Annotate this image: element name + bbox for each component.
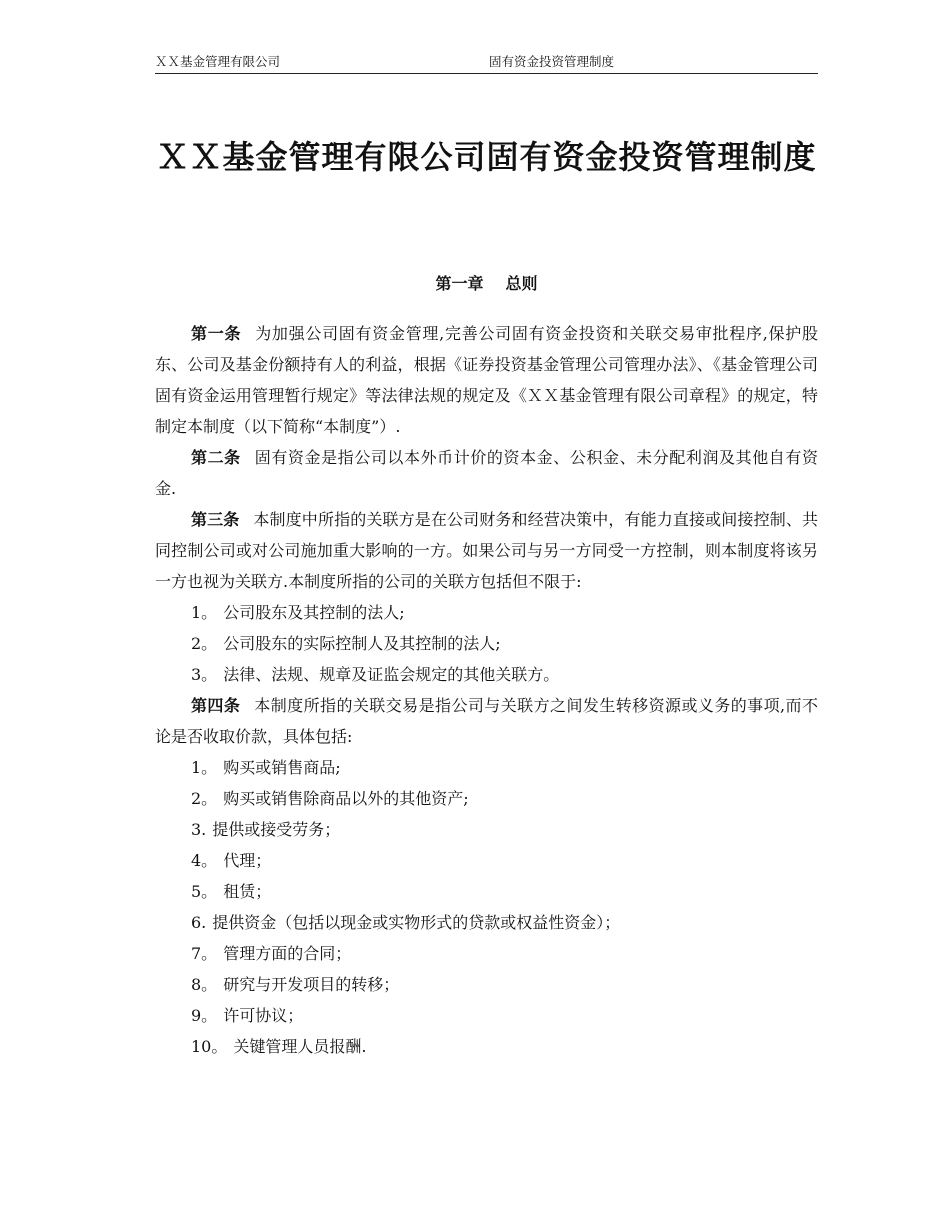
chapter-heading	[155, 272, 818, 296]
list-item-text: 租赁；	[223, 882, 272, 901]
list-item-text: 关键管理人员报酬.	[233, 1037, 367, 1056]
list-item-number: 6.	[191, 913, 207, 932]
list-item-number: 9。	[191, 1006, 218, 1025]
article-label: 第三条	[191, 510, 240, 529]
list-item-text: 购买或销售除商品以外的其他资产;	[223, 789, 469, 808]
article-label: 第二条	[191, 448, 241, 467]
list-item-number: 8。	[191, 975, 218, 994]
list-item	[155, 659, 818, 690]
list-item	[155, 814, 818, 845]
page-header	[155, 55, 818, 74]
list-item	[155, 597, 818, 628]
list-item	[155, 969, 818, 1000]
list-item-number: 2。	[191, 789, 218, 808]
header-document-name: 固有资金投资管理制度	[489, 54, 615, 69]
article-text: 为加强公司固有资金管理,完善公司固有资金投资和关联交易审批程序,保护股东、公司及基金份额持有人的利益，根据《证券投资基金管理公司管理办法》、《基金管理公司固有资金运用管理暂行规定》等法律法规的规定及《ＸＸ基金管理有限公司章程》的规定，特制定本制度（以下简称“本制度”）.	[155, 324, 818, 436]
list-item-number: 1。	[191, 603, 218, 622]
list-item-number: 10。	[191, 1037, 228, 1056]
list-item	[155, 628, 818, 659]
list-item-number: 1。	[191, 758, 218, 777]
list-item	[155, 752, 818, 783]
list-item-text: 公司股东及其控制的法人;	[223, 603, 405, 622]
list-item-text: 代理；	[223, 851, 272, 870]
list-item	[155, 1000, 818, 1031]
list-item	[155, 938, 818, 969]
document-title: ＸＸ基金管理有限公司固有资金投资管理制度	[156, 138, 817, 176]
list-item-number: 7。	[191, 944, 218, 963]
article-4	[155, 690, 818, 752]
list-item-number: 2。	[191, 634, 218, 653]
article-3	[155, 504, 818, 597]
list-item-number: 5。	[191, 882, 218, 901]
list-item-text: 研究与开发项目的转移；	[223, 975, 400, 994]
list-item	[155, 845, 818, 876]
article-1	[155, 318, 818, 442]
list-item-number: 4。	[191, 851, 218, 870]
article-text: 本制度所指的关联交易是指公司与关联方之间发生转移资源或义务的事项,而不论是否收取价款，具体包括:	[155, 696, 818, 746]
list-item-text: 提供资金（包括以现金或实物形式的贷款或权益性资金）；	[212, 913, 621, 932]
chapter-number: 第一章	[435, 274, 484, 293]
list-item-text: 购买或销售商品;	[223, 758, 341, 777]
article-2	[155, 442, 818, 504]
list-item-text: 法律、法规、规章及证监会规定的其他关联方。	[223, 665, 560, 684]
list-item	[155, 783, 818, 814]
article-text: 本制度中所指的关联方是在公司财务和经营决策中，有能力直接或间接控制、共同控制公司或对公司施加重大影响的一方。如果公司与另一方同受一方控制，则本制度将该另一方也视为关联方.本制度所指的公司的关联方包括但不限于:	[155, 510, 818, 591]
list-item	[155, 907, 818, 938]
article-label: 第一条	[191, 324, 242, 343]
list-item-number: 3。	[191, 665, 218, 684]
article-label: 第四条	[191, 696, 241, 715]
document-body	[155, 318, 818, 1062]
list-item-text: 提供或接受劳务；	[212, 820, 341, 839]
chapter-name: 总则	[505, 274, 538, 293]
article-text: 固有资金是指公司以本外币计价的资本金、公积金、未分配利润及其他自有资金.	[155, 448, 818, 498]
list-item-number: 3.	[191, 820, 207, 839]
list-item-text: 许可协议；	[223, 1006, 304, 1025]
list-item	[155, 1031, 818, 1062]
list-item-text: 公司股东的实际控制人及其控制的法人;	[223, 634, 501, 653]
header-company-name: ＸＸ基金管理有限公司	[155, 54, 281, 69]
list-item-text: 管理方面的合同；	[223, 944, 352, 963]
list-item	[155, 876, 818, 907]
